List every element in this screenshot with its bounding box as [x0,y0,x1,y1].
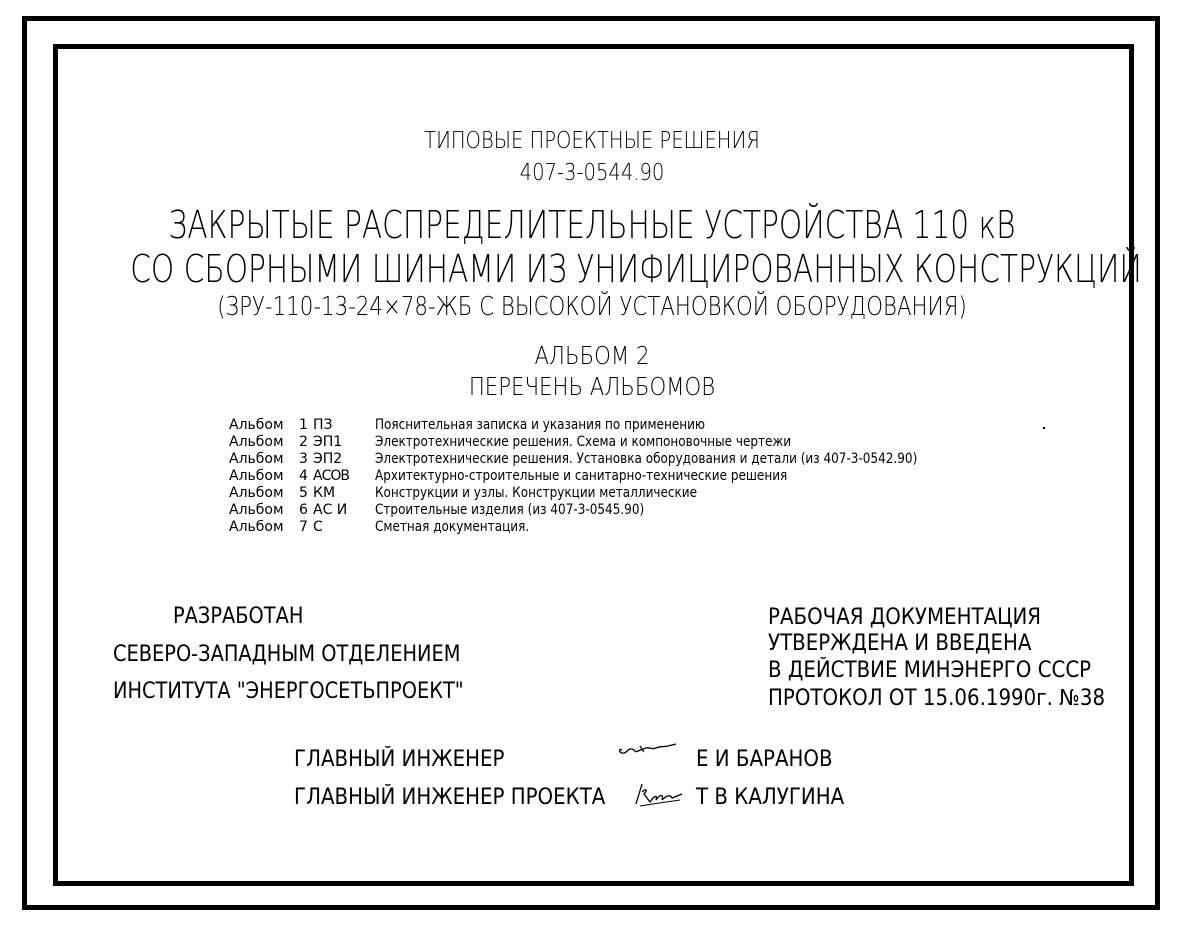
album-code: ЭП2 [313,450,343,467]
title-line-2: СО СБОРНЫМИ ШИНАМИ ИЗ УНИФИЦИРОВАННЫХ КОНСТРУКЦИЙ [130,247,1142,291]
list-item [229,484,1006,501]
list-item [229,501,1006,518]
approval-line-3: В ДЕЙСТВИЕ МИНЭНЕРГО СССР [768,658,1092,683]
album-code: С [313,518,323,535]
album-code: АС И [313,501,348,518]
album-number: 7 [299,518,308,535]
developer-line-3: ИНСТИТУТА "ЭНЕРГОСЕТЬПРОЕКТ" [113,679,464,704]
album-list-heading: ПЕРЕЧЕНЬ АЛЬБОМОВ [468,372,716,401]
album-description: Электротехнические решения. Схема и компоновочные чертежи [375,433,792,450]
approval-line-1: РАБОЧАЯ ДОКУМЕНТАЦИЯ [768,605,1042,630]
album-number: 4 [299,467,308,484]
list-item [229,518,1006,535]
signature-chief-project-engineer-icon [632,780,688,810]
album-number: 5 [299,484,308,501]
album-description: Пояснительная записка и указания по применению [375,416,706,433]
album-word: Альбом [229,450,284,467]
album-number: 3 [299,450,308,467]
album-number: 6 [299,501,308,518]
list-item [229,467,1006,484]
album-description: Архитектурно-строительные и санитарно-технические решения [375,467,788,484]
album-word: Альбом [229,501,284,518]
album-word: Альбом [229,467,284,484]
signature-chief-engineer-icon [616,738,680,760]
album-description: Строительные изделия (из 407-3-0545.90) [375,501,645,518]
chief-project-engineer-name: Т В КАЛУГИНА [696,785,845,810]
album-code: КМ [313,484,336,501]
developer-line-2: СЕВЕРО-ЗАПАДНЫМ ОТДЕЛЕНИЕМ [113,642,461,667]
title-line-1: ЗАКРЫТЫЕ РАСПРЕДЕЛИТЕЛЬНЫЕ УСТРОЙСТВА 110 кВ [168,203,1016,247]
album-label: АЛЬБОМ 2 [534,341,650,370]
album-code: ПЗ [313,416,333,433]
approval-line-2: УТВЕРЖДЕНА И ВВЕДЕНА [768,631,1032,656]
list-item [229,433,1006,450]
series-heading: ТИПОВЫЕ ПРОЕКТНЫЕ РЕШЕНИЯ [424,128,760,154]
album-word: Альбом [229,518,284,535]
album-word: Альбом [229,433,284,450]
album-number: 1 [299,416,308,433]
approval-line-4: ПРОТОКОЛ ОТ 15.06.1990г. №38 [768,686,1106,711]
list-item [229,450,1006,467]
album-description: Электротехнические решения. Установка оборудования и детали (из 407-3-0542.90) [375,450,918,467]
developer-line-1: РАЗРАБОТАН [173,604,304,629]
stray-mark [1043,427,1045,429]
album-code: АСОВ [313,467,349,484]
chief-project-engineer-role: ГЛАВНЫЙ ИНЖЕНЕР ПРОЕКТА [294,785,606,810]
list-item [229,416,1006,433]
album-word: Альбом [229,416,284,433]
album-word: Альбом [229,484,284,501]
album-description: Сметная документация. [375,518,530,535]
album-code: ЭП1 [313,433,343,450]
chief-engineer-name: Е И БАРАНОВ [696,747,833,772]
album-list [229,416,1006,535]
album-description: Конструкции и узлы. Конструкции металлические [375,484,698,501]
chief-engineer-role: ГЛАВНЫЙ ИНЖЕНЕР [294,747,505,772]
album-number: 2 [299,433,308,450]
project-code: 407-3-0544.90 [519,160,665,186]
subtitle: (ЗРУ-110-13-24×78-ЖБ С ВЫСОКОЙ УСТАНОВКОЙ ОБОРУДОВАНИЯ) [217,292,967,322]
